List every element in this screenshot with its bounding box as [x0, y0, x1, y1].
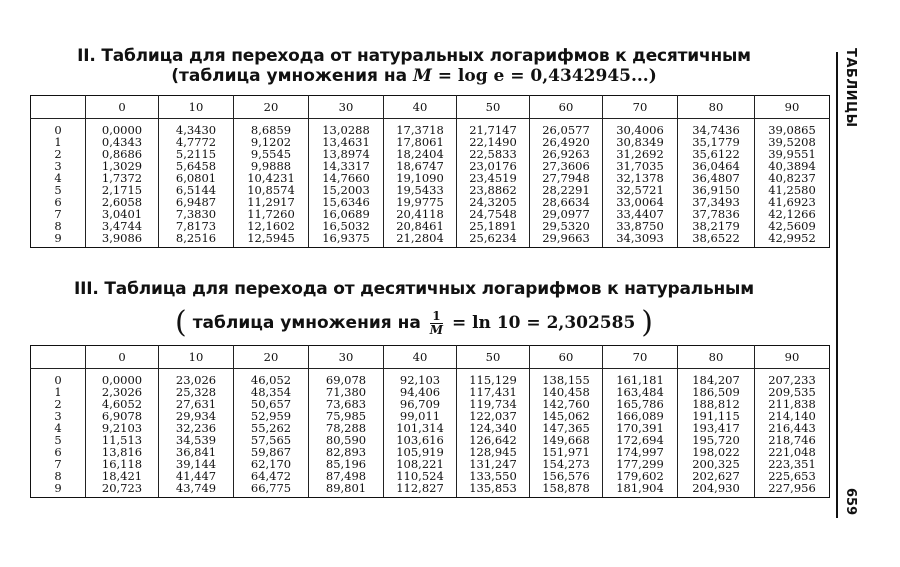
table-cell: 55,262	[234, 422, 309, 434]
table3-subtitle-fraction	[430, 310, 443, 337]
table3-header-row	[31, 346, 830, 369]
table-cell: 13,8974	[309, 148, 384, 160]
table-cell: 105,919	[384, 446, 457, 458]
column-header: 90	[755, 96, 830, 119]
column-header: 20	[234, 346, 309, 369]
table-cell: 21,2804	[384, 232, 457, 248]
table-cell: 223,351	[755, 458, 830, 470]
row-label: 8	[31, 220, 86, 232]
table-cell: 22,1490	[457, 136, 530, 148]
table-cell: 110,524	[384, 470, 457, 482]
table-cell: 186,509	[678, 386, 755, 398]
table-cell: 69,078	[309, 369, 384, 387]
table-cell: 126,642	[457, 434, 530, 446]
table-cell: 3,9086	[86, 232, 159, 248]
row-label: 1	[31, 386, 86, 398]
table-cell: 16,9375	[309, 232, 384, 248]
table-cell: 101,314	[384, 422, 457, 434]
table-cell: 2,1715	[86, 184, 159, 196]
table-cell: 11,2917	[234, 196, 309, 208]
table-cell: 112,827	[384, 482, 457, 498]
table-cell: 96,709	[384, 398, 457, 410]
table-cell: 32,5721	[603, 184, 678, 196]
table-cell: 16,0689	[309, 208, 384, 220]
column-header: 0	[86, 346, 159, 369]
table-cell: 33,0064	[603, 196, 678, 208]
table-cell: 35,1779	[678, 136, 755, 148]
table-cell: 17,8061	[384, 136, 457, 148]
table-cell: 158,878	[530, 482, 603, 498]
table-cell: 108,221	[384, 458, 457, 470]
table-cell: 202,627	[678, 470, 755, 482]
table-cell: 87,498	[309, 470, 384, 482]
table-cell: 42,9952	[755, 232, 830, 248]
table-cell: 8,2516	[159, 232, 234, 248]
table3-paren-close: )	[641, 305, 653, 340]
table-cell: 94,406	[384, 386, 457, 398]
table-cell: 28,2291	[530, 184, 603, 196]
table-cell: 140,458	[530, 386, 603, 398]
column-header: 40	[384, 346, 457, 369]
table-cell: 225,653	[755, 470, 830, 482]
column-header: 60	[530, 346, 603, 369]
table-cell: 16,5032	[309, 220, 384, 232]
column-header: 30	[309, 346, 384, 369]
column-header: 30	[309, 96, 384, 119]
table-cell: 43,749	[159, 482, 234, 498]
table-cell: 181,904	[603, 482, 678, 498]
table-cell: 15,6346	[309, 196, 384, 208]
table-cell: 198,022	[678, 446, 755, 458]
column-header: 0	[86, 96, 159, 119]
table-cell: 75,985	[309, 410, 384, 422]
row-label: 2	[31, 398, 86, 410]
table-cell: 4,6052	[86, 398, 159, 410]
table-cell: 151,971	[530, 446, 603, 458]
column-header: 90	[755, 346, 830, 369]
table2-subtitle-prefix: (таблица умножения на	[171, 66, 408, 86]
table-cell: 62,170	[234, 458, 309, 470]
table-cell: 41,447	[159, 470, 234, 482]
table-cell: 2,3026	[86, 386, 159, 398]
table-cell: 29,5320	[530, 220, 603, 232]
table-cell: 80,590	[309, 434, 384, 446]
table-cell: 23,0176	[457, 160, 530, 172]
table-cell: 9,9888	[234, 160, 309, 172]
table-cell: 25,328	[159, 386, 234, 398]
table-cell: 166,089	[603, 410, 678, 422]
conversion-table-ln-to-log	[30, 95, 830, 248]
table-cell: 177,299	[603, 458, 678, 470]
table-cell: 66,775	[234, 482, 309, 498]
column-header: 70	[603, 346, 678, 369]
row-label: 7	[31, 208, 86, 220]
table-cell: 42,1266	[755, 208, 830, 220]
table-cell: 184,207	[678, 369, 755, 387]
table-cell: 36,4807	[678, 172, 755, 184]
table-cell: 216,443	[755, 422, 830, 434]
table-cell: 38,6522	[678, 232, 755, 248]
table-cell: 78,288	[309, 422, 384, 434]
table2-subtitle-eq: = log e = 0,4342945...)	[437, 66, 657, 86]
page-number: 659	[843, 488, 858, 516]
table-cell: 4,7772	[159, 136, 234, 148]
table-cell: 38,2179	[678, 220, 755, 232]
table-cell: 5,2115	[159, 148, 234, 160]
table-cell: 138,155	[530, 369, 603, 387]
table-cell: 18,421	[86, 470, 159, 482]
table-cell: 20,4118	[384, 208, 457, 220]
table-cell: 8,6859	[234, 119, 309, 137]
table-cell: 10,8574	[234, 184, 309, 196]
table-cell: 191,115	[678, 410, 755, 422]
table-cell: 221,048	[755, 446, 830, 458]
table-cell: 4,3430	[159, 119, 234, 137]
table-cell: 0,4343	[86, 136, 159, 148]
table-cell: 165,786	[603, 398, 678, 410]
table-cell: 103,616	[384, 434, 457, 446]
table-cell: 24,3205	[457, 196, 530, 208]
table-cell: 0,8686	[86, 148, 159, 160]
table-cell: 200,325	[678, 458, 755, 470]
table-cell: 124,340	[457, 422, 530, 434]
table-cell: 214,140	[755, 410, 830, 422]
table-cell: 12,1602	[234, 220, 309, 232]
row-label: 2	[31, 148, 86, 160]
table-cell: 82,893	[309, 446, 384, 458]
table3-subtitle-prefix: таблица умножения на	[192, 313, 421, 333]
table-cell: 131,247	[457, 458, 530, 470]
table-cell: 36,0464	[678, 160, 755, 172]
table-cell: 31,7035	[603, 160, 678, 172]
table-cell: 22,5833	[457, 148, 530, 160]
table-cell: 34,3093	[603, 232, 678, 248]
row-label: 8	[31, 470, 86, 482]
table-cell: 59,867	[234, 446, 309, 458]
table-cell: 145,062	[530, 410, 603, 422]
table-cell: 156,576	[530, 470, 603, 482]
table-cell: 6,9487	[159, 196, 234, 208]
column-header: 70	[603, 96, 678, 119]
table-cell: 12,5945	[234, 232, 309, 248]
table2-header-row	[31, 96, 830, 119]
table-cell: 17,3718	[384, 119, 457, 137]
row-label: 6	[31, 196, 86, 208]
table3-subtitle	[0, 305, 828, 342]
table-cell: 27,7948	[530, 172, 603, 184]
row-label: 9	[31, 232, 86, 248]
column-header: 80	[678, 96, 755, 119]
table3-subtitle-eq: = ln 10 = 2,302585	[451, 313, 636, 333]
table-cell: 92,103	[384, 369, 457, 387]
table-cell: 195,720	[678, 434, 755, 446]
table-cell: 227,956	[755, 482, 830, 498]
fraction-denominator: M	[429, 322, 444, 337]
table-cell: 64,472	[234, 470, 309, 482]
table-cell: 9,5545	[234, 148, 309, 160]
table-cell: 19,9775	[384, 196, 457, 208]
table-cell: 35,6122	[678, 148, 755, 160]
table-cell: 9,2103	[86, 422, 159, 434]
table-cell: 71,380	[309, 386, 384, 398]
table-cell: 29,934	[159, 410, 234, 422]
table-cell: 30,8349	[603, 136, 678, 148]
table-cell: 188,812	[678, 398, 755, 410]
table-cell: 122,037	[457, 410, 530, 422]
table-cell: 13,4631	[309, 136, 384, 148]
table-cell: 163,484	[603, 386, 678, 398]
table-cell: 11,7260	[234, 208, 309, 220]
table-cell: 41,6923	[755, 196, 830, 208]
table-cell: 18,2404	[384, 148, 457, 160]
table-cell: 3,4744	[86, 220, 159, 232]
table-cell: 170,391	[603, 422, 678, 434]
table-cell: 40,8237	[755, 172, 830, 184]
section-label: ТАБЛИЦЫ	[843, 48, 858, 128]
table-cell: 33,4407	[603, 208, 678, 220]
table-row	[31, 119, 830, 137]
column-header	[31, 346, 86, 369]
table-cell: 133,550	[457, 470, 530, 482]
table-cell: 46,052	[234, 369, 309, 387]
table-cell: 128,945	[457, 446, 530, 458]
table-cell: 99,011	[384, 410, 457, 422]
table-row	[31, 232, 830, 248]
table-cell: 193,417	[678, 422, 755, 434]
table-cell: 5,6458	[159, 160, 234, 172]
table-cell: 20,723	[86, 482, 159, 498]
column-header: 80	[678, 346, 755, 369]
table-cell: 26,9263	[530, 148, 603, 160]
table-cell: 9,1202	[234, 136, 309, 148]
table-cell: 19,1090	[384, 172, 457, 184]
table-cell: 13,816	[86, 446, 159, 458]
table-cell: 23,026	[159, 369, 234, 387]
row-label: 4	[31, 172, 86, 184]
table-cell: 50,657	[234, 398, 309, 410]
fraction-numerator: 1	[430, 310, 443, 324]
table-cell: 32,1378	[603, 172, 678, 184]
table-cell: 18,6747	[384, 160, 457, 172]
column-header: 60	[530, 96, 603, 119]
table-cell: 218,746	[755, 434, 830, 446]
table-cell: 25,6234	[457, 232, 530, 248]
table-cell: 211,838	[755, 398, 830, 410]
table-cell: 29,0977	[530, 208, 603, 220]
table-cell: 6,9078	[86, 410, 159, 422]
column-header	[31, 96, 86, 119]
table-cell: 115,129	[457, 369, 530, 387]
table-cell: 0,0000	[86, 119, 159, 137]
table-cell: 24,7548	[457, 208, 530, 220]
table-row	[31, 369, 830, 387]
table-cell: 73,683	[309, 398, 384, 410]
table-cell: 39,0865	[755, 119, 830, 137]
table-cell: 10,4231	[234, 172, 309, 184]
table-cell: 6,0801	[159, 172, 234, 184]
table-cell: 39,9551	[755, 148, 830, 160]
table-cell: 20,8461	[384, 220, 457, 232]
row-label: 0	[31, 369, 86, 387]
table-cell: 85,196	[309, 458, 384, 470]
table-cell: 14,3317	[309, 160, 384, 172]
row-label: 4	[31, 422, 86, 434]
table-cell: 3,0401	[86, 208, 159, 220]
table-cell: 39,144	[159, 458, 234, 470]
table-cell: 42,5609	[755, 220, 830, 232]
table-cell: 19,5433	[384, 184, 457, 196]
column-header: 10	[159, 96, 234, 119]
table-cell: 16,118	[86, 458, 159, 470]
row-label: 6	[31, 446, 86, 458]
table-cell: 48,354	[234, 386, 309, 398]
table3-paren-open: (	[175, 305, 187, 340]
table-cell: 14,7660	[309, 172, 384, 184]
table-cell: 161,181	[603, 369, 678, 387]
table-cell: 37,3493	[678, 196, 755, 208]
table-cell: 23,4519	[457, 172, 530, 184]
table-cell: 28,6634	[530, 196, 603, 208]
column-header: 40	[384, 96, 457, 119]
table-cell: 36,841	[159, 446, 234, 458]
table-cell: 31,2692	[603, 148, 678, 160]
column-header: 20	[234, 96, 309, 119]
table-cell: 39,5208	[755, 136, 830, 148]
table-cell: 154,273	[530, 458, 603, 470]
row-label: 0	[31, 119, 86, 137]
table-cell: 34,539	[159, 434, 234, 446]
table-cell: 15,2003	[309, 184, 384, 196]
table-cell: 27,3606	[530, 160, 603, 172]
table-cell: 37,7836	[678, 208, 755, 220]
row-label: 9	[31, 482, 86, 498]
table-cell: 30,4006	[603, 119, 678, 137]
table-cell: 29,9663	[530, 232, 603, 248]
table-cell: 117,431	[457, 386, 530, 398]
table-cell: 209,535	[755, 386, 830, 398]
table-cell: 11,513	[86, 434, 159, 446]
table-cell: 41,2580	[755, 184, 830, 196]
column-header: 50	[457, 96, 530, 119]
table-cell: 179,602	[603, 470, 678, 482]
table-cell: 2,6058	[86, 196, 159, 208]
table-cell: 13,0288	[309, 119, 384, 137]
table-cell: 33,8750	[603, 220, 678, 232]
table-cell: 142,760	[530, 398, 603, 410]
table-cell: 52,959	[234, 410, 309, 422]
conversion-table-log-to-ln	[30, 345, 830, 498]
row-label: 3	[31, 160, 86, 172]
table-cell: 23,8862	[457, 184, 530, 196]
row-label: 1	[31, 136, 86, 148]
table-cell: 34,7436	[678, 119, 755, 137]
row-label: 3	[31, 410, 86, 422]
column-header: 50	[457, 346, 530, 369]
table-cell: 119,734	[457, 398, 530, 410]
table-row	[31, 482, 830, 498]
table-cell: 40,3894	[755, 160, 830, 172]
row-label: 7	[31, 458, 86, 470]
table2-subtitle	[0, 66, 828, 86]
table-cell: 172,694	[603, 434, 678, 446]
row-label: 5	[31, 184, 86, 196]
table2-title: II. Таблица для перехода от натуральных логарифмов к десятичным	[77, 46, 751, 66]
table-cell: 174,997	[603, 446, 678, 458]
table-cell: 25,1891	[457, 220, 530, 232]
table-cell: 149,668	[530, 434, 603, 446]
table-cell: 204,930	[678, 482, 755, 498]
table-cell: 6,5144	[159, 184, 234, 196]
row-label: 5	[31, 434, 86, 446]
table-cell: 26,4920	[530, 136, 603, 148]
table-cell: 1,7372	[86, 172, 159, 184]
table2-subtitle-var: M	[413, 66, 432, 86]
table-cell: 207,233	[755, 369, 830, 387]
table-cell: 36,9150	[678, 184, 755, 196]
table-cell: 7,8173	[159, 220, 234, 232]
table-cell: 26,0577	[530, 119, 603, 137]
table-cell: 89,801	[309, 482, 384, 498]
table-cell: 27,631	[159, 398, 234, 410]
table-cell: 135,853	[457, 482, 530, 498]
table-cell: 57,565	[234, 434, 309, 446]
column-header: 10	[159, 346, 234, 369]
table-cell: 21,7147	[457, 119, 530, 137]
table-cell: 147,365	[530, 422, 603, 434]
table-cell: 32,236	[159, 422, 234, 434]
table-cell: 1,3029	[86, 160, 159, 172]
table-cell: 0,0000	[86, 369, 159, 387]
table-cell: 7,3830	[159, 208, 234, 220]
table3-title: III. Таблица для перехода от десятичных логарифмов к натуральным	[74, 279, 754, 299]
